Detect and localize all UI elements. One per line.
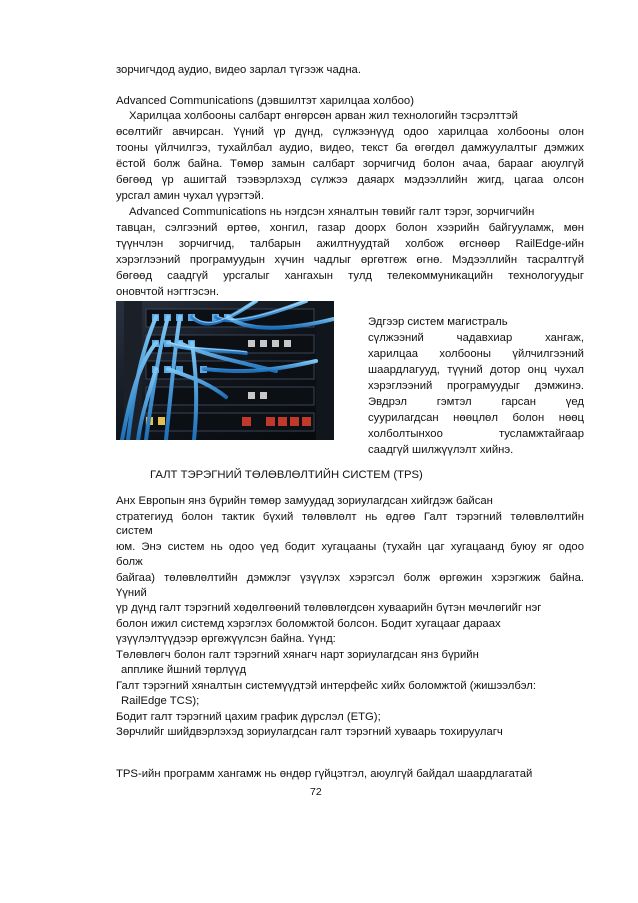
text-line: болон ижил системд хэрэглэх боломжтой болсон. Бодит хугацааг дараах [116,618,501,630]
bullet-item: Төлөвлөгч болон галт тэрэгний хянагч нарт зориулагдсан янз бүрийн [116,649,479,661]
bullet-item-cont: апплике йшний төрлүүд [121,664,247,676]
page-number: 72 [310,786,322,798]
text-line: үзүүлэлтүүдээр өргөжүүлсэн байна. Үүнд: [116,633,336,645]
text-line: Advanced Communications нь нэгдсэн хяналтын төвийг галт тэрэг, зорчигчийн [129,206,535,218]
bullet-item: Бодит галт тэрэгний цахим график дүрслэл (ETG); [116,711,381,723]
text-line: үр дүнд галт тэрэгний хөдөлгөөний төлөвлөгдсөн хуваарийн бүтэн мөчлөгийг нэг [116,602,542,614]
text-line: стратегиуд болон тактик бүхий төлөвлөлт нь өдгөө Галт тэрэгний төлөвлөлтийн [116,511,584,523]
text-line: тавцан, сэлгээний өртөө, хонгил, газар доорх болон хээрийн байгууламж, мөн [116,222,584,234]
text-line: урсгал амин чухал үүрэгтэй. [116,190,264,202]
bullet-item: Зөрчлийг шийдвэрлэхэд зориулагдсан галт тэрэгний хуваарь тохируулагч [116,726,503,738]
side-text-line: Эдгээр систем магистраль [368,316,508,328]
side-text-line: Эвдрэл гэмтэл гарсан үед [368,396,584,408]
section-heading: ГАЛТ ТЭРЭГНИЙ ТӨЛӨВЛӨЛТИЙН СИСТЕМ (TPS) [150,469,423,481]
bullet-item-cont: RailEdge TCS); [121,695,200,707]
text-line: зорчигчдод аудио, видео зарлал түгээж чадна. [116,64,361,76]
side-text-line: хэрэглээний програмуудыг дэмжинэ. [368,380,584,392]
text-line: Анх Европын янз бүрийн төмөр замуудад зориулагдсан хийгдэж байсан [116,495,493,507]
side-text-line: шаардлагууд, түүний дотор онц чухал [368,364,584,376]
side-text-line: холболтынхоо тусламжтайгаар [368,428,584,440]
text-line: хэрэглээний програмуудын хүчин чадлыг өргөтгөж өгнө. Мэдээллийн тасралтгүй [116,254,584,266]
text-line: юм. Энэ систем нь одоо үед бодит хугацааны (тухайн цаг хугацаанд буюу яг одоо [116,541,584,553]
text-line: бөгөөд саадгүй урсгалыг хангахын тулд телекоммуникацийн технологуудыг [116,270,584,282]
text-line: бөгөөд үр ашигтай тээвэрлэхэд сүлжээ даяарх мэдээллийн жигд, цагаа олсон [116,174,584,186]
text-line: ёстой болж байна. Төмөр замын салбарт зорчигчид болон ачаа, барааг аюулгүй [116,158,584,170]
side-text-line: суурилагдсан нөөцлөл болон нөөц [368,412,584,424]
text-line: болж [116,556,143,568]
text-line: тооны үйлчилгээ, тухайлбал аудио, видео, текст ба өгөгдөл дамжуулалтыг дэмжих [116,142,584,154]
text-line: байгаа) төлөвлөлтийн дэмжлэг үзүүлэх хэрэгсэл болж өргөжин хэрэгжиж байна. [116,572,584,584]
side-text-line: сүлжээний чадавхиар хангаж, [368,332,584,344]
side-text-line: саадгүй шилжүүлэлт хийнэ. [368,444,514,456]
text-line: Харилцаа холбооны салбарт өнгөрсөн арван жил технологийн тэсрэлттэй [129,110,518,122]
text-line: түүнчлэн зорчигчид, талбарын ажилтнуудтай холбож өгснөөр RailEdge-ийн [116,238,584,250]
bullet-item: Галт тэрэгний хяналтын системүүдтэй интерфейс хийх боломжтой (жишээлбэл: [116,680,536,692]
text-line: Үүний [116,587,147,599]
text-line: TPS-ийн программ хангамж нь өндөр гүйцэтгэл, аюулгүй байдал шаардлагатай [116,768,533,780]
text-line: оновчтой нэгтгэсэн. [116,286,220,298]
section-title: Advanced Communications (дэвшилтэт харилцаа холбоо) [116,95,414,107]
text-line: өсөлтийг авчирсан. Үүний үр дүнд, сүлжээнүүд одоо харилцаа холбооны олон [116,126,584,138]
network-cables-photo [116,301,334,440]
side-text-line: харилцаа холбооны үйлчилгээний [368,348,584,360]
text-line: систем [116,525,153,537]
